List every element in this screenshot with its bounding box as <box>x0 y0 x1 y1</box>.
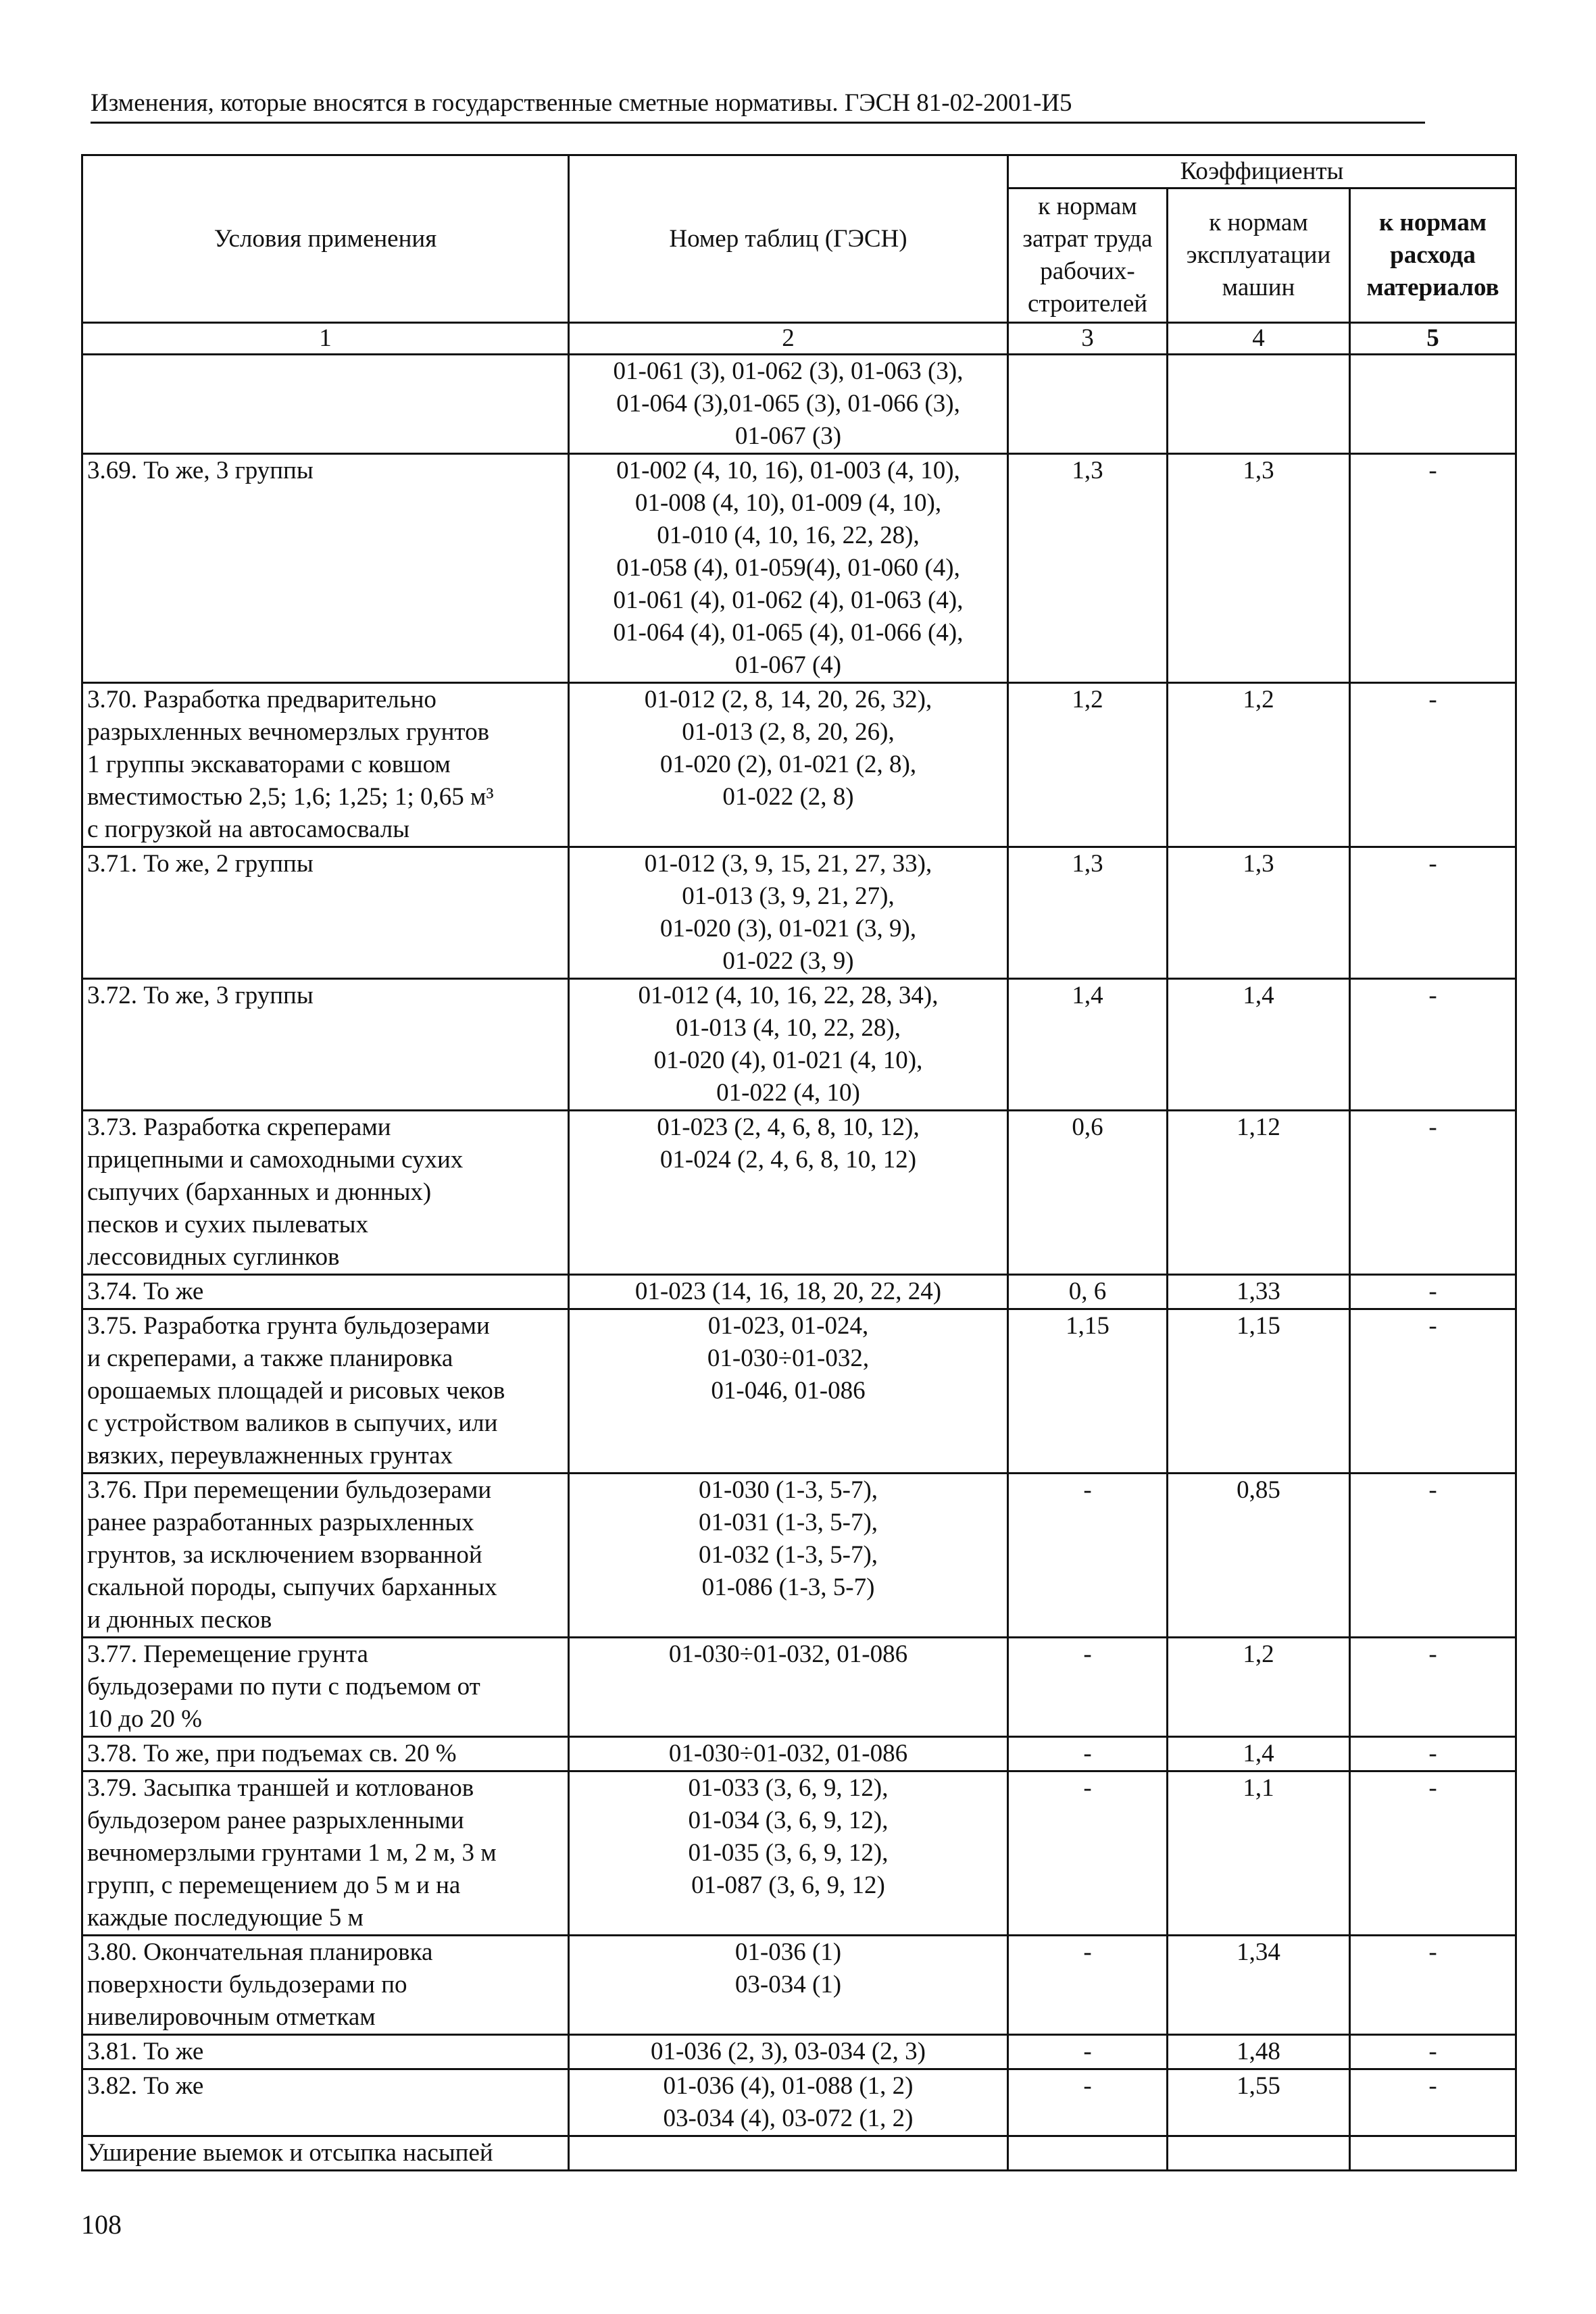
table-row <box>82 2136 1516 2171</box>
condition-line: 3.74. То же <box>87 1278 204 1305</box>
materials-coefficient-cell: - <box>1350 1111 1516 1275</box>
header-labor: к нормам затрат труда рабочих-строителей <box>1008 188 1168 323</box>
condition-line: 3.72. То же, 3 группы <box>87 982 314 1009</box>
table-numbers-line: 01-020 (2), 01-021 (2, 8), <box>659 751 917 778</box>
table-numbers-line: 01-013 (3, 9, 21, 27), <box>682 882 895 910</box>
table-numbers-line: 01-061 (4), 01-062 (4), 01-063 (4), <box>613 586 964 614</box>
table-row <box>82 1771 1516 1936</box>
condition-cell <box>82 2035 569 2069</box>
materials-coefficient-cell: - <box>1350 1275 1516 1309</box>
labor-coefficient-cell: - <box>1008 1638 1168 1737</box>
table-row <box>82 683 1516 847</box>
table-numbers-line: 01-061 (3), 01-062 (3), 01-063 (3), <box>613 357 964 385</box>
condition-line: с погрузкой на автосамосвалы <box>87 815 410 843</box>
materials-coefficient-cell <box>1350 2136 1516 2171</box>
labor-coefficient-cell: 1,3 <box>1008 847 1168 979</box>
table-numbers-line: 01-012 (3, 9, 15, 21, 27, 33), <box>644 850 932 878</box>
table-row <box>82 1474 1516 1638</box>
materials-coefficient-cell: - <box>1350 2035 1516 2069</box>
condition-line: песков и сухих пылеватых <box>87 1211 368 1238</box>
table-row <box>82 1309 1516 1474</box>
table-numbers-line: 01-034 (3, 6, 9, 12), <box>688 1807 889 1834</box>
condition-line: нивелировочным отметкам <box>87 2003 376 2031</box>
table-numbers-cell <box>569 1111 1008 1275</box>
materials-coefficient-cell <box>1350 355 1516 454</box>
table-numbers-cell <box>569 1936 1008 2035</box>
condition-line: 3.71. То же, 2 группы <box>87 850 314 878</box>
machines-coefficient-cell: 1,4 <box>1168 979 1350 1111</box>
table-numbers-line: 03-034 (1) <box>734 1971 842 1998</box>
condition-cell <box>82 355 569 454</box>
condition-line: и скреперами, а также планировка <box>87 1344 453 1372</box>
table-row <box>82 847 1516 979</box>
table-body <box>82 355 1516 2171</box>
machines-coefficient-cell: 1,48 <box>1168 2035 1350 2069</box>
table-numbers-line: 03-034 (4), 03-072 (1, 2) <box>663 2105 914 2132</box>
condition-line: 3.69. То же, 3 группы <box>87 457 314 484</box>
table-numbers-cell <box>569 1474 1008 1638</box>
condition-line: 3.82. То же <box>87 2072 204 2100</box>
labor-coefficient-cell: - <box>1008 1737 1168 1771</box>
condition-line: 1 группы экскаваторами с ковшом <box>87 751 451 778</box>
materials-coefficient-cell: - <box>1350 1737 1516 1771</box>
labor-coefficient-cell: - <box>1008 2069 1168 2136</box>
condition-line: разрыхленных вечномерзлых грунтов <box>87 718 490 746</box>
machines-coefficient-cell: 0,85 <box>1168 1474 1350 1638</box>
machines-coefficient-cell: 1,3 <box>1168 454 1350 683</box>
machines-coefficient-cell: 1,3 <box>1168 847 1350 979</box>
condition-line: бульдозером ранее разрыхленными <box>87 1807 464 1834</box>
table-numbers-cell <box>569 1275 1008 1309</box>
table-numbers-cell <box>569 2035 1008 2069</box>
page-header: Изменения, которые вносятся в государственные сметные нормативы. ГЭСН 81-02-2001-И5 <box>91 86 1425 124</box>
machines-coefficient-cell: 1,12 <box>1168 1111 1350 1275</box>
condition-cell <box>82 2136 569 2171</box>
condition-cell <box>82 454 569 683</box>
condition-line: и дюнных песков <box>87 1606 272 1634</box>
column-number-row <box>82 323 1516 355</box>
materials-coefficient-cell: - <box>1350 1936 1516 2035</box>
machines-coefficient-cell: 1,34 <box>1168 1936 1350 2035</box>
labor-coefficient-cell: 0, 6 <box>1008 1275 1168 1309</box>
table-numbers-line: 01-023, 01-024, <box>707 1312 869 1340</box>
table-numbers-cell <box>569 1771 1008 1936</box>
table-numbers-cell <box>569 847 1008 979</box>
materials-coefficient-cell: - <box>1350 1309 1516 1474</box>
table-numbers-line: 01-020 (4), 01-021 (4, 10), <box>653 1047 923 1074</box>
condition-cell <box>82 1474 569 1638</box>
machines-coefficient-cell: 1,15 <box>1168 1309 1350 1474</box>
table-numbers-line: 01-030÷01-032, <box>707 1344 870 1372</box>
table-numbers-line: 01-031 (1-3, 5-7), <box>698 1509 878 1536</box>
condition-line: 3.81. То же <box>87 2038 204 2065</box>
condition-line: бульдозерами по пути с подъемом от <box>87 1673 480 1701</box>
table-head <box>82 155 1516 355</box>
condition-line: сыпучих (барханных и дюнных) <box>87 1178 432 1206</box>
condition-cell <box>82 1737 569 1771</box>
table-numbers-cell <box>569 979 1008 1111</box>
labor-coefficient-cell <box>1008 355 1168 454</box>
table-numbers-cell <box>569 1309 1008 1474</box>
table-row <box>82 355 1516 454</box>
table-numbers-cell <box>569 1638 1008 1737</box>
page-number: 108 <box>81 2209 122 2240</box>
table-numbers-line: 01-013 (4, 10, 22, 28), <box>676 1014 901 1042</box>
labor-coefficient-cell: 1,4 <box>1008 979 1168 1111</box>
condition-cell <box>82 1111 569 1275</box>
machines-coefficient-cell: 1,4 <box>1168 1737 1350 1771</box>
column-number: 4 <box>1168 323 1350 355</box>
labor-coefficient-cell <box>1008 2136 1168 2171</box>
machines-coefficient-cell: 1,1 <box>1168 1771 1350 1936</box>
table-numbers-line: 01-032 (1-3, 5-7), <box>698 1541 878 1569</box>
labor-coefficient-cell: - <box>1008 1771 1168 1936</box>
table-row <box>82 2069 1516 2136</box>
column-number: 1 <box>82 323 569 355</box>
machines-coefficient-cell <box>1168 355 1350 454</box>
materials-coefficient-cell: - <box>1350 1474 1516 1638</box>
table-numbers-line: 01-058 (4), 01-059(4), 01-060 (4), <box>616 554 960 582</box>
table-numbers-line: 01-022 (3, 9) <box>722 947 854 975</box>
table-numbers-line: 01-002 (4, 10, 16), 01-003 (4, 10), <box>616 457 960 484</box>
machines-coefficient-cell: 1,33 <box>1168 1275 1350 1309</box>
labor-coefficient-cell: - <box>1008 1474 1168 1638</box>
condition-line: с устройством валиков в сыпучих, или <box>87 1409 498 1437</box>
table-numbers-cell <box>569 1737 1008 1771</box>
column-number: 5 <box>1350 323 1516 355</box>
table-numbers-line: 01-022 (2, 8) <box>722 783 854 811</box>
table-numbers-line: 01-030÷01-032, 01-086 <box>668 1740 908 1767</box>
condition-line: вместимостью 2,5; 1,6; 1,25; 1; 0,65 м³ <box>87 783 494 811</box>
table-numbers-line: 01-020 (3), 01-021 (3, 9), <box>659 915 917 942</box>
table-row <box>82 1111 1516 1275</box>
condition-line: 3.79. Засыпка траншей и котлованов <box>87 1774 474 1802</box>
condition-cell <box>82 1275 569 1309</box>
condition-line: вязких, переувлажненных грунтах <box>87 1442 453 1469</box>
table-numbers-cell <box>569 2136 1008 2171</box>
condition-cell <box>82 1309 569 1474</box>
table-numbers-line: 01-008 (4, 10), 01-009 (4, 10), <box>634 489 942 517</box>
condition-cell <box>82 979 569 1111</box>
condition-line: поверхности бульдозерами по <box>87 1971 407 1998</box>
table-numbers-line: 01-030÷01-032, 01-086 <box>668 1640 908 1668</box>
table-row <box>82 454 1516 683</box>
condition-line: вечномерзлыми грунтами 1 м, 2 м, 3 м <box>87 1839 497 1867</box>
table-numbers-line: 01-022 (4, 10) <box>716 1079 860 1107</box>
table-numbers-line: 01-036 (1) <box>734 1938 842 1966</box>
machines-coefficient-cell <box>1168 2136 1350 2171</box>
table-numbers-line: 01-086 (1-3, 5-7) <box>701 1574 875 1601</box>
column-number: 2 <box>569 323 1008 355</box>
table-numbers-line: 01-023 (14, 16, 18, 20, 22, 24) <box>634 1278 942 1305</box>
condition-line: 3.75. Разработка грунта бульдозерами <box>87 1312 490 1340</box>
condition-cell <box>82 1771 569 1936</box>
materials-coefficient-cell: - <box>1350 683 1516 847</box>
table-numbers-line: 01-012 (4, 10, 16, 22, 28, 34), <box>638 982 939 1009</box>
table-numbers-line: 01-010 (4, 10, 16, 22, 28), <box>657 522 920 549</box>
table-numbers-cell <box>569 683 1008 847</box>
condition-line: 3.70. Разработка предварительно <box>87 686 437 713</box>
condition-line: 10 до 20 % <box>87 1705 202 1733</box>
condition-cell <box>82 1638 569 1737</box>
coefficients-table <box>81 154 1517 2171</box>
table-numbers-cell <box>569 2069 1008 2136</box>
labor-coefficient-cell: - <box>1008 2035 1168 2069</box>
condition-line: лессовидных суглинков <box>87 1243 340 1271</box>
table-numbers-line: 01-064 (3),01-065 (3), 01-066 (3), <box>616 390 960 418</box>
table-row <box>82 1275 1516 1309</box>
condition-line: 3.77. Перемещение грунта <box>87 1640 368 1668</box>
condition-cell <box>82 1936 569 2035</box>
machines-coefficient-cell: 1,55 <box>1168 2069 1350 2136</box>
labor-coefficient-cell: 0,6 <box>1008 1111 1168 1275</box>
condition-line: 3.78. То же, при подъемах св. 20 % <box>87 1740 457 1767</box>
table-numbers-line: 01-064 (4), 01-065 (4), 01-066 (4), <box>613 619 964 647</box>
table-numbers-line <box>574 2137 1003 2169</box>
header-conditions: Условия применения <box>82 155 569 323</box>
labor-coefficient-cell: - <box>1008 1936 1168 2035</box>
condition-line: каждые последующие 5 м <box>87 1904 364 1932</box>
machines-coefficient-cell: 1,2 <box>1168 683 1350 847</box>
table-numbers-line: 01-067 (4) <box>734 651 842 679</box>
table-numbers-line: 01-012 (2, 8, 14, 20, 26, 32), <box>644 686 932 713</box>
table-row <box>82 1737 1516 1771</box>
condition-line: 3.80. Окончательная планировка <box>87 1938 433 1966</box>
table-numbers-line: 01-087 (3, 6, 9, 12) <box>691 1871 885 1899</box>
materials-coefficient-cell: - <box>1350 979 1516 1111</box>
table-numbers-cell <box>569 355 1008 454</box>
condition-line: 3.73. Разработка скреперами <box>87 1113 391 1141</box>
header-coefficients: Коэффициенты <box>1008 155 1516 188</box>
table-row <box>82 979 1516 1111</box>
table-numbers-cell <box>569 454 1008 683</box>
table-numbers-line: 01-024 (2, 4, 6, 8, 10, 12) <box>659 1146 917 1174</box>
table-numbers-line: 01-023 (2, 4, 6, 8, 10, 12), <box>657 1113 920 1141</box>
materials-coefficient-cell: - <box>1350 454 1516 683</box>
table-row <box>82 2035 1516 2069</box>
condition-line: ранее разработанных разрыхленных <box>87 1509 474 1536</box>
condition-line: Уширение выемок и отсыпка насыпей <box>87 2139 493 2167</box>
machines-coefficient-cell: 1,2 <box>1168 1638 1350 1737</box>
condition-line: орошаемых площадей и рисовых чеков <box>87 1377 505 1405</box>
labor-coefficient-cell: 1,15 <box>1008 1309 1168 1474</box>
condition-line: грунтов, за исключением взорванной <box>87 1541 482 1569</box>
header-machines: к нормам эксплуатации машин <box>1168 188 1350 323</box>
materials-coefficient-cell: - <box>1350 847 1516 979</box>
condition-cell <box>82 683 569 847</box>
table-numbers-line: 01-013 (2, 8, 20, 26), <box>682 718 895 746</box>
condition-cell <box>82 847 569 979</box>
table-numbers-line: 01-035 (3, 6, 9, 12), <box>688 1839 889 1867</box>
table-numbers-line: 01-067 (3) <box>734 422 842 450</box>
column-number: 3 <box>1008 323 1168 355</box>
condition-cell <box>82 2069 569 2136</box>
header-table-numbers: Номер таблиц (ГЭСН) <box>569 155 1008 323</box>
table-numbers-line: 01-030 (1-3, 5-7), <box>698 1476 878 1504</box>
condition-line: прицепными и самоходными сухих <box>87 1146 464 1174</box>
table-numbers-line: 01-046, 01-086 <box>711 1377 866 1405</box>
materials-coefficient-cell: - <box>1350 1638 1516 1737</box>
labor-coefficient-cell: 1,3 <box>1008 454 1168 683</box>
condition-line: 3.76. При перемещении бульдозерами <box>87 1476 492 1504</box>
table-row <box>82 1638 1516 1737</box>
table-numbers-line: 01-036 (2, 3), 03-034 (2, 3) <box>651 2038 926 2065</box>
header-materials: к нормам расхода материалов <box>1350 188 1516 323</box>
condition-line: скальной породы, сыпучих барханных <box>87 1574 497 1601</box>
materials-coefficient-cell: - <box>1350 1771 1516 1936</box>
condition-line: групп, с перемещением до 5 м и на <box>87 1871 461 1899</box>
labor-coefficient-cell: 1,2 <box>1008 683 1168 847</box>
table-numbers-line: 01-036 (4), 01-088 (1, 2) <box>663 2072 914 2100</box>
table-numbers-line: 01-033 (3, 6, 9, 12), <box>688 1774 889 1802</box>
materials-coefficient-cell: - <box>1350 2069 1516 2136</box>
table-row <box>82 1936 1516 2035</box>
condition-line <box>87 355 564 388</box>
